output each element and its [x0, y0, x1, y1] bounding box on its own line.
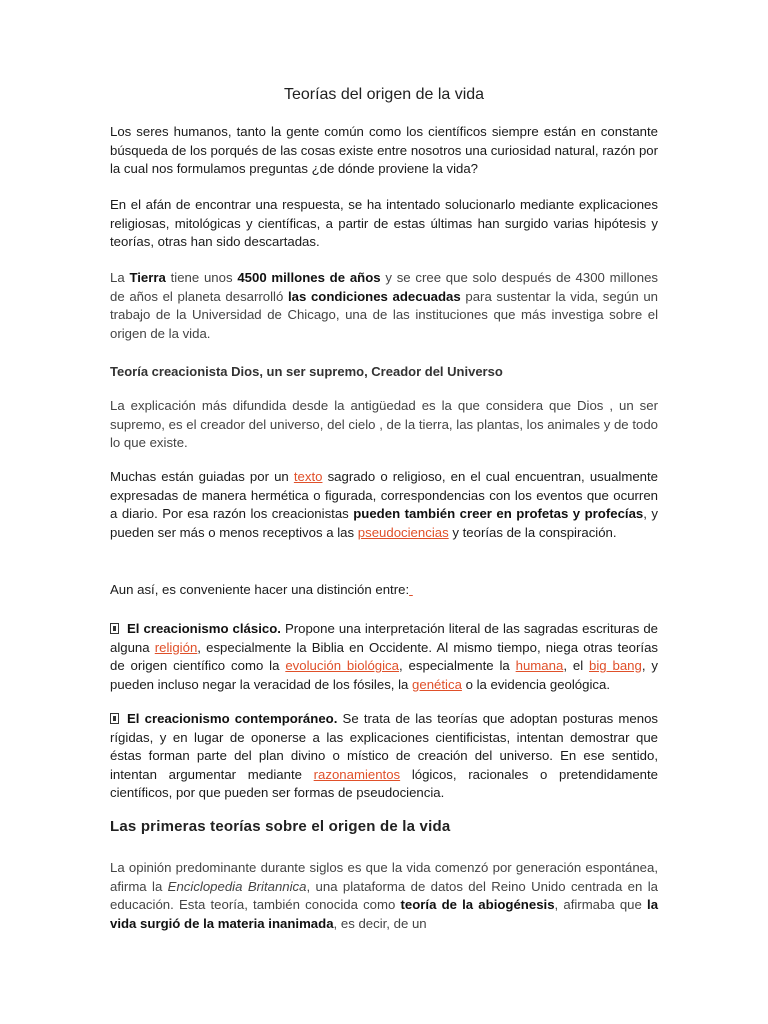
- link-razonamientos[interactable]: razonamientos: [313, 766, 401, 782]
- paragraph-explanations: En el afán de encontrar una respuesta, se ha intentado solucionarlo mediante explicaciones religiosas, mitológicas y científicas, a partir de estas últimas han surgido varias hipótesis y teorías, otras han sido descartadas.: [110, 197, 658, 249]
- link-pseudociencias[interactable]: pseudociencias: [357, 524, 449, 540]
- paragraph-earth-age: La Tierra tiene unos 4500 millones de años y se cree que solo después de 4300 millones de años el planeta desarrolló las condiciones adecuadas para sustentar la vida, según un trabajo de la Universidad de Chicago, una de las instituciones que más investiga sobre el origen de la vida.: [110, 270, 659, 341]
- section-heading-creationist: Teoría creacionista Dios, un ser supremo, Creador del Universo: [110, 364, 503, 379]
- bullet-box-icon: [110, 713, 119, 724]
- link-evolucion-biologica[interactable]: evolución biológica: [285, 658, 399, 673]
- link-big-bang[interactable]: big bang: [589, 658, 642, 673]
- paragraph-spontaneous-generation: La opinión predominante durante siglos es que la vida comenzó por generación espontánea, afirma la Enciclopedia Britannica, una plataforma de datos del Reino Unido centrada en la educación. Esta teoría, también conocida como teoría de la abiogénesis, afirmaba que la vida surgió de la materia inanimada, es decir, de un: [110, 860, 659, 931]
- bullet-classic-creationism: El creacionismo clásico. Propone una interpretación literal de las sagradas escrituras de alguna religión, especialmente la Biblia en Occidente. Al mismo tiempo, niega otras teorías de origen científico como la evolución biológica, especialmente la humana, el big bang, y pueden incluso negar la veracidad de los fósiles, la genética o la evidencia geológica.: [110, 621, 659, 692]
- empty-underline: [409, 582, 413, 597]
- link-texto[interactable]: texto: [293, 469, 323, 484]
- link-genetica[interactable]: genética: [412, 676, 462, 692]
- bullet-box-icon: [110, 623, 119, 634]
- paragraph-god-creator: La explicación más difundida desde la antigüedad es la que considera que Dios , un ser supremo, es el creador del universo, del cielo , de la tierra, las plantas, los animales y de todo lo que existe.: [110, 398, 658, 450]
- paragraph-distinction: Aun así, es conveniente hacer una distinción entre:: [110, 581, 658, 600]
- section-heading-first-theories: Las primeras teorías sobre el origen de la vida: [110, 818, 451, 835]
- link-humana[interactable]: humana: [515, 658, 564, 673]
- paragraph-intro: Los seres humanos, tanto la gente común como los científicos siempre están en constante búsqueda de los porqués de las cosas existe entre nosotros una curiosidad natural, razón por la cual nos formulamos preguntas ¿de dónde proviene la vida?: [110, 124, 658, 176]
- bullet-contemporary-creationism: El creacionismo contemporáneo. Se trata de las teorías que adoptan posturas menos rígidas, y en lugar de oponerse a las explicaciones cientificistas, intentan demostrar que éstas forman parte del plan divino o místico de creación del universo. En ese sentido, intentan argumentar mediante razonamientos lógicos, racionales o pretendidamente científicos, por que pueden ser formas de pseudociencia.: [110, 711, 659, 800]
- paragraph-sacred-texts: Muchas están guiadas por un texto sagrado o religioso, en el cual encuentran, usualmente expresadas de manera hermética o figurada, correspondencias con los eventos que ocurren a diario. Por esa razón los creacionistas pueden también creer en profetas y profecías, y pueden ser más o menos receptivos a las pseudociencias y teorías de la conspiración.: [110, 469, 658, 540]
- link-religion[interactable]: religión: [154, 639, 198, 655]
- page-title: Teorías del origen de la vida: [283, 86, 485, 103]
